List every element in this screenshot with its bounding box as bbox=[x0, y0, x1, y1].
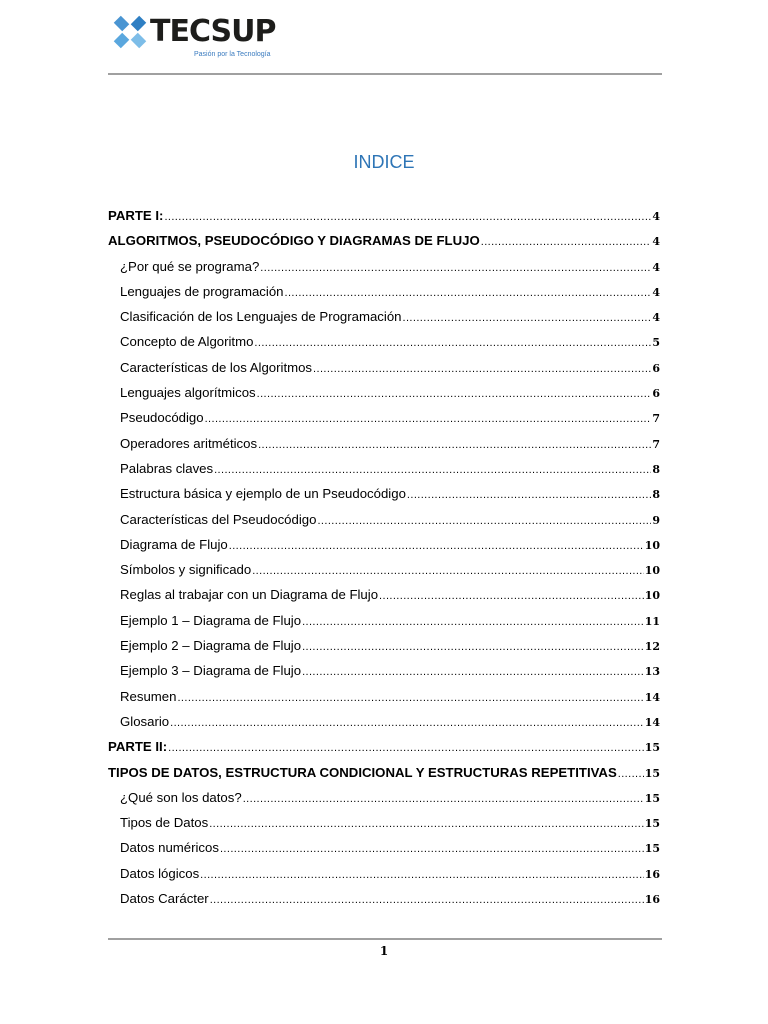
header-divider bbox=[108, 73, 662, 75]
toc-entry-title: PARTE I: bbox=[108, 208, 164, 223]
toc-entry[interactable] bbox=[108, 709, 660, 734]
toc-entry-title: Tipos de Datos bbox=[120, 815, 209, 831]
toc-dot-leader bbox=[481, 230, 652, 255]
toc-dot-leader bbox=[200, 863, 644, 888]
toc-entry[interactable] bbox=[108, 810, 660, 835]
toc-entry-title: Ejemplo 2 – Diagrama de Flujo bbox=[120, 638, 302, 654]
toc-dot-leader bbox=[214, 458, 651, 483]
toc-dot-leader bbox=[229, 534, 644, 559]
toc-entry-title: Lenguajes algorítmicos bbox=[120, 385, 256, 401]
toc-dot-leader bbox=[407, 483, 651, 508]
toc-dot-leader bbox=[177, 686, 643, 711]
toc-entry[interactable] bbox=[108, 785, 660, 810]
toc-entry[interactable] bbox=[108, 633, 660, 658]
toc-page-number: 10 bbox=[644, 589, 660, 603]
toc-entry[interactable] bbox=[108, 456, 660, 481]
toc-page-number: 10 bbox=[644, 538, 660, 552]
toc-entry-title: Diagrama de Flujo bbox=[120, 536, 228, 552]
toc-page-number: 4 bbox=[652, 311, 660, 325]
toc-entry[interactable] bbox=[108, 228, 660, 253]
toc-dot-leader bbox=[317, 509, 651, 534]
toc-page-number: 12 bbox=[644, 640, 660, 654]
toc-page-number: 7 bbox=[652, 437, 660, 451]
toc-dot-leader bbox=[285, 281, 652, 306]
toc-page-number: 13 bbox=[644, 665, 660, 679]
toc-dot-leader bbox=[302, 610, 644, 635]
toc-page-number: 14 bbox=[644, 690, 660, 704]
toc-page-number: 7 bbox=[652, 412, 660, 426]
toc-page-number: 15 bbox=[644, 817, 660, 831]
toc-entry[interactable] bbox=[108, 481, 660, 506]
toc-entry-title: Glosario bbox=[120, 713, 170, 729]
toc-entry[interactable] bbox=[108, 254, 660, 279]
toc-dot-leader bbox=[260, 256, 651, 281]
toc-entry[interactable] bbox=[108, 557, 660, 582]
toc-page-number: 6 bbox=[652, 361, 660, 375]
toc-entry[interactable] bbox=[108, 861, 660, 886]
toc-dot-leader bbox=[209, 812, 643, 837]
toc-dot-leader bbox=[243, 787, 644, 812]
toc-entry-title: Palabras claves bbox=[120, 460, 214, 476]
toc-page-number: 8 bbox=[652, 488, 660, 502]
toc-entry[interactable] bbox=[108, 582, 660, 607]
toc-page-number: 4 bbox=[652, 260, 660, 274]
toc-page-number: 16 bbox=[644, 867, 660, 881]
toc-dot-leader bbox=[168, 736, 644, 761]
toc-entry-title: Clasificación de los Lenguajes de Programación bbox=[120, 309, 402, 325]
toc-entry[interactable] bbox=[108, 658, 660, 683]
page-title: INDICE bbox=[353, 152, 415, 172]
toc-page-number: 14 bbox=[644, 715, 660, 729]
toc-page-number: 5 bbox=[652, 336, 660, 350]
toc-dot-leader bbox=[302, 660, 644, 685]
toc-entry-title: ALGORITMOS, PSEUDOCÓDIGO Y DIAGRAMAS DE FLUJO bbox=[108, 233, 480, 249]
toc-entry[interactable] bbox=[108, 203, 660, 228]
toc-entry-title: Estructura básica y ejemplo de un Pseudocódigo bbox=[120, 486, 406, 502]
toc-page-number: 15 bbox=[644, 741, 660, 755]
table-of-contents bbox=[108, 203, 660, 911]
toc-entry[interactable] bbox=[108, 608, 660, 633]
toc-page-number: 16 bbox=[644, 893, 660, 907]
toc-dot-leader bbox=[205, 407, 652, 432]
toc-page-number: 8 bbox=[652, 462, 660, 476]
toc-dot-leader bbox=[170, 711, 644, 736]
toc-entry-title: ¿Por qué se programa? bbox=[120, 258, 260, 274]
toc-page-number: 15 bbox=[644, 766, 660, 780]
toc-dot-leader bbox=[302, 635, 644, 660]
toc-entry-title: Características de los Algoritmos bbox=[120, 359, 313, 375]
toc-entry-title: Ejemplo 3 – Diagrama de Flujo bbox=[120, 663, 302, 679]
logo-tagline: Pasión por la Tecnología bbox=[194, 51, 271, 58]
toc-page-number: 6 bbox=[652, 387, 660, 401]
toc-entry-title: Símbolos y significado bbox=[120, 562, 252, 578]
toc-entry-title: Datos Carácter bbox=[120, 891, 209, 907]
toc-entry[interactable] bbox=[108, 304, 660, 329]
toc-dot-leader bbox=[210, 888, 644, 913]
footer-divider bbox=[108, 938, 662, 940]
tecsup-logo-icon bbox=[108, 10, 152, 54]
toc-entry[interactable] bbox=[108, 760, 660, 785]
toc-entry[interactable] bbox=[108, 431, 660, 456]
toc-entry[interactable] bbox=[108, 532, 660, 557]
toc-page-number: 4 bbox=[652, 285, 660, 299]
toc-entry[interactable] bbox=[108, 886, 660, 911]
toc-entry-title: Lenguajes de programación bbox=[120, 283, 284, 299]
toc-page-number: 15 bbox=[644, 842, 660, 856]
toc-page-number: 11 bbox=[644, 614, 660, 628]
page-number: 1 bbox=[379, 944, 389, 958]
toc-page-number: 10 bbox=[644, 564, 660, 578]
toc-entry-title: Operadores aritméticos bbox=[120, 435, 258, 451]
toc-entry-title: Pseudocódigo bbox=[120, 410, 204, 426]
toc-entry[interactable] bbox=[108, 380, 660, 405]
toc-entry-title: TIPOS DE DATOS, ESTRUCTURA CONDICIONAL Y ESTRUCTURAS REPETITIVAS bbox=[108, 764, 617, 780]
toc-entry[interactable] bbox=[108, 684, 660, 709]
toc-entry[interactable] bbox=[108, 507, 660, 532]
toc-dot-leader bbox=[252, 559, 643, 584]
toc-dot-leader bbox=[313, 357, 651, 382]
toc-entry[interactable] bbox=[108, 355, 660, 380]
toc-entry-title: Concepto de Algoritmo bbox=[120, 334, 254, 350]
toc-entry-title: Datos numéricos bbox=[120, 840, 219, 856]
toc-entry[interactable] bbox=[108, 835, 660, 860]
toc-page-number: 4 bbox=[652, 210, 660, 223]
toc-dot-leader bbox=[220, 837, 644, 862]
toc-dot-leader bbox=[379, 584, 644, 609]
toc-entry-title: Características del Pseudocódigo bbox=[120, 511, 317, 527]
toc-entry-title: Reglas al trabajar con un Diagrama de Flujo bbox=[120, 587, 379, 603]
toc-dot-leader bbox=[258, 433, 651, 458]
toc-entry-title: PARTE II: bbox=[108, 739, 168, 755]
toc-entry[interactable] bbox=[108, 329, 660, 354]
toc-dot-leader bbox=[254, 331, 651, 356]
toc-entry[interactable] bbox=[108, 279, 660, 304]
toc-entry-title: Resumen bbox=[120, 688, 177, 704]
toc-dot-leader bbox=[403, 306, 652, 331]
toc-entry-title: Datos lógicos bbox=[120, 865, 200, 881]
toc-page-number: 4 bbox=[652, 235, 660, 249]
toc-page-number: 15 bbox=[644, 791, 660, 805]
toc-page-number: 9 bbox=[652, 513, 660, 527]
toc-entry-title: ¿Qué son los datos? bbox=[120, 789, 242, 805]
toc-entry[interactable] bbox=[108, 405, 660, 430]
toc-entry[interactable] bbox=[108, 734, 660, 759]
tecsup-logo bbox=[108, 10, 276, 62]
toc-dot-leader bbox=[164, 205, 651, 230]
toc-entry-title: Ejemplo 1 – Diagrama de Flujo bbox=[120, 612, 302, 628]
logo-wordmark: TECSUP bbox=[150, 14, 276, 49]
toc-dot-leader bbox=[257, 382, 652, 407]
toc-dot-leader bbox=[618, 762, 644, 787]
